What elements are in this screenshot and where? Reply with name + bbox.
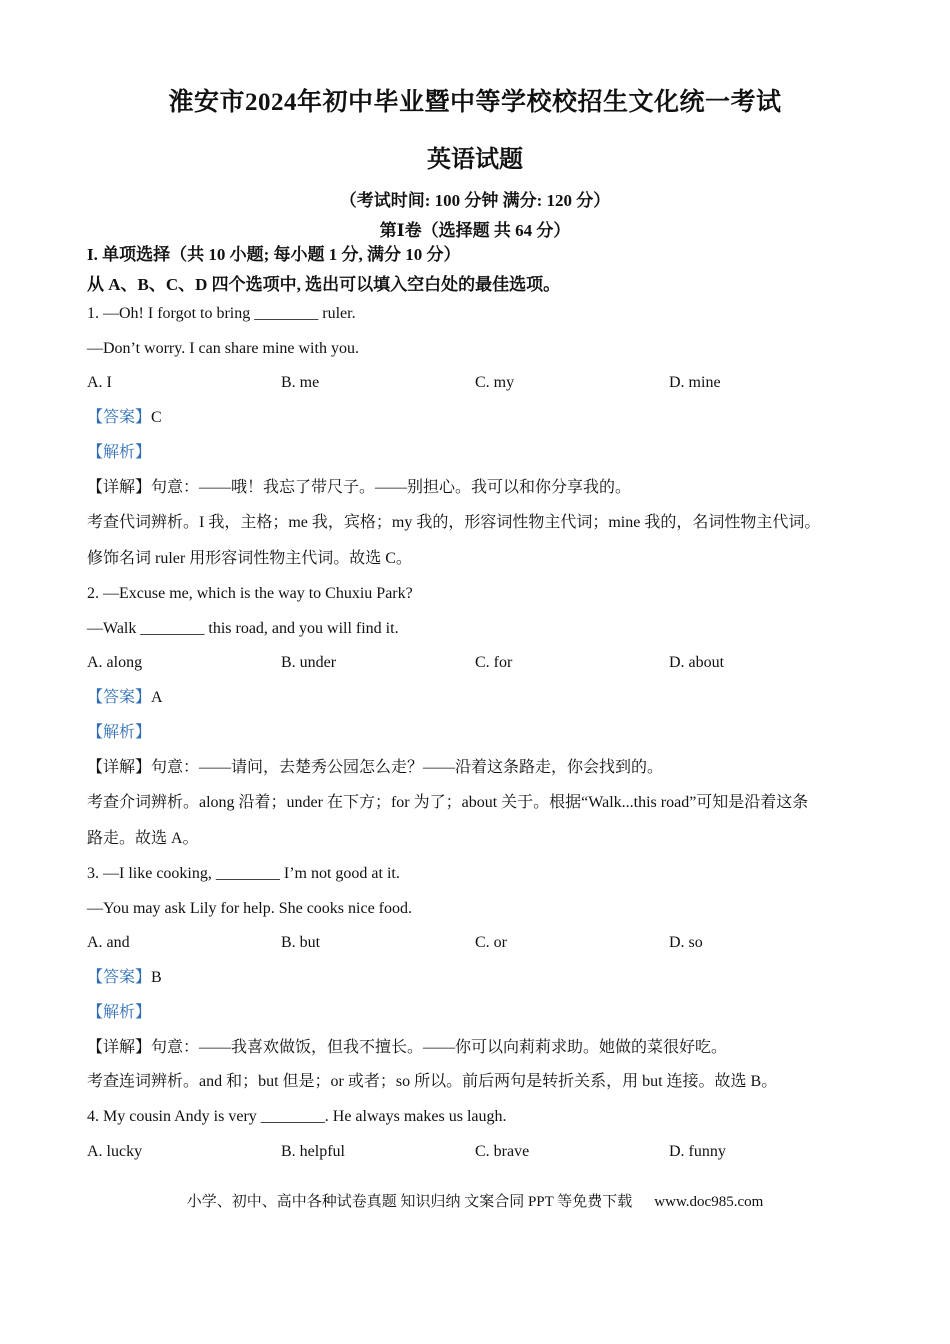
question-3-option-b: B. but — [281, 934, 321, 951]
page-footer — [0, 1190, 950, 1211]
footer-text: 小学、初中、高中各种试卷真题 知识归纳 文案合同 PPT 等免费下载 — [186, 1194, 633, 1210]
answer-tag: 【答案】 — [87, 689, 152, 706]
question-4-prompt: 4. My cousin Andy is very ________. He always makes us laugh. — [87, 1108, 507, 1125]
question-3-reply: —You may ask Lily for help. She cooks nice food. — [87, 900, 412, 917]
detail-tag: 【详解】 — [87, 759, 152, 776]
answer-value: A — [151, 689, 163, 706]
section-heading: I. 单项选择（共 10 小题; 每小题 1 分, 满分 10 分） — [87, 245, 461, 264]
subject-title: 英语试题 — [427, 147, 523, 173]
exam-title: 淮安市2024年初中毕业暨中等学校校招生文化统一考试 — [168, 89, 782, 116]
question-2-prompt: 2. —Excuse me, which is the way to Chuxiu Park? — [87, 585, 413, 602]
question-1-detail — [87, 478, 631, 498]
question-3-prompt: 3. —I like cooking, ________ I’m not good at it. — [87, 865, 400, 882]
answer-value: B — [151, 969, 162, 986]
question-1-explanation-2: 修饰名词 ruler 用形容词性物主代词。故选 C。 — [87, 550, 412, 567]
question-3-analysis — [87, 1003, 151, 1023]
question-1-answer — [87, 408, 162, 428]
footer-url-link[interactable]: www.doc985.com — [654, 1194, 764, 1210]
question-1-prompt: 1. —Oh! I forgot to bring ________ ruler. — [87, 305, 356, 322]
question-4-option-b: B. helpful — [281, 1143, 345, 1160]
answer-tag: 【答案】 — [87, 969, 152, 986]
detail-tag: 【详解】 — [87, 1039, 152, 1056]
analysis-tag: 【解析】 — [87, 444, 152, 461]
question-1-analysis — [87, 443, 151, 463]
question-3-detail — [87, 1038, 727, 1058]
question-2-option-a: A. along — [87, 654, 143, 671]
section-instruction: 从 A、B、C、D 四个选项中, 选出可以填入空白处的最佳选项。 — [87, 275, 561, 294]
answer-value: C — [151, 409, 162, 426]
analysis-tag: 【解析】 — [87, 724, 152, 741]
question-2-analysis — [87, 723, 151, 743]
question-4-option-c: C. brave — [475, 1143, 530, 1160]
exam-info: （考试时间: 100 分钟 满分: 120 分） — [339, 191, 611, 210]
detail-text: 句意：——哦！我忘了带尺子。——别担心。我可以和你分享我的。 — [151, 479, 632, 496]
answer-tag: 【答案】 — [87, 409, 152, 426]
question-1-option-a: A. I — [87, 374, 112, 391]
question-2-reply: —Walk ________ this road, and you will find it. — [87, 620, 399, 637]
question-4-option-d: D. funny — [669, 1143, 726, 1160]
question-1-option-d: D. mine — [669, 374, 721, 391]
question-3-option-d: D. so — [669, 934, 703, 951]
question-1-reply: —Don’t worry. I can share mine with you. — [87, 340, 359, 357]
question-1-explanation-1: 考查代词辨析。I 我，主格；me 我，宾格；my 我的，形容词性物主代词；mine 我的，名词性物主代词。 — [87, 514, 821, 531]
question-4-option-a: A. lucky — [87, 1143, 143, 1160]
question-1-option-b: B. me — [281, 374, 320, 391]
question-2-option-b: B. under — [281, 654, 337, 671]
detail-tag: 【详解】 — [87, 479, 152, 496]
question-2-option-d: D. about — [669, 654, 725, 671]
question-3-answer — [87, 968, 162, 988]
question-2-option-c: C. for — [475, 654, 513, 671]
question-3-explanation-1: 考查连词辨析。and 和；but 但是；or 或者；so 所以。前后两句是转折关系，用 but 连接。故选 B。 — [87, 1073, 778, 1090]
analysis-tag: 【解析】 — [87, 1004, 152, 1021]
volume-heading: 第Ⅰ卷（选择题 共 64 分） — [379, 221, 571, 240]
detail-text: 句意：——请问，去楚秀公园怎么走？——沿着这条路走，你会找到的。 — [151, 759, 664, 776]
detail-text: 句意：——我喜欢做饭，但我不擅长。——你可以向莉莉求助。她做的菜很好吃。 — [151, 1039, 728, 1056]
question-2-answer — [87, 688, 163, 708]
question-2-explanation-1: 考查介词辨析。along 沿着；under 在下方；for 为了；about 关于。根据“Walk...this road”可知是沿着这条 — [87, 794, 809, 811]
question-1-option-c: C. my — [475, 374, 515, 391]
question-2-explanation-2: 路走。故选 A。 — [87, 830, 199, 847]
question-3-option-c: C. or — [475, 934, 507, 951]
question-3-option-a: A. and — [87, 934, 130, 951]
question-2-detail — [87, 758, 663, 778]
